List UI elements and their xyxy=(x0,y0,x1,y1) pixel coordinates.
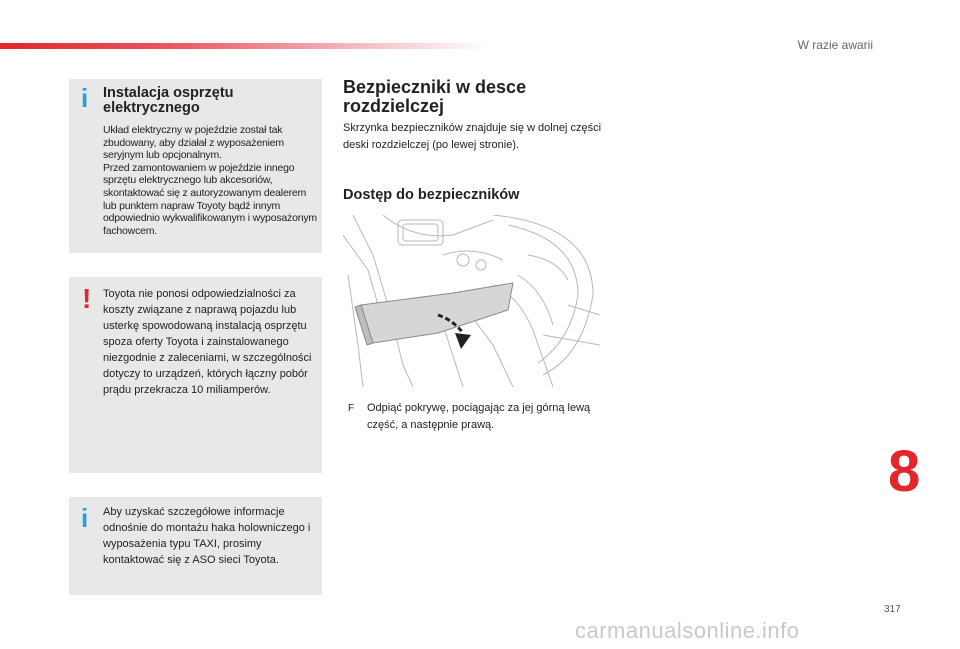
info-panel-towing xyxy=(69,497,322,595)
info-panel-installation xyxy=(69,79,322,253)
fuse-box-illustration xyxy=(343,215,600,387)
panel-body xyxy=(103,124,319,237)
header-accent-bar xyxy=(0,43,490,49)
page-number: 317 xyxy=(884,604,901,615)
dashboard-drawing xyxy=(343,215,600,387)
intro-text: Skrzynka bezpieczników znajduje się w dolnej części deski rozdzielczej (po lewej stronie). xyxy=(343,122,602,151)
info-icon: i xyxy=(81,83,89,113)
warning-panel xyxy=(69,277,322,473)
panel-paragraph: Przed zamontowaniem w pojeździe innego sprzętu elektrycznego lub akcesoriów, skontaktować się z autoryzowanym dealerem lub punktem napraw Toyoty bądź innym odpowiednio wykwalifikowanym i wyposażonym fachowcem. xyxy=(103,161,317,237)
step-marker: F xyxy=(348,403,355,414)
panel-paragraph: Układ elektryczny w pojeździe został tak zbudowany, aby działał z wyposażeniem seryjnym lub opcjonalnym. xyxy=(103,124,284,162)
page-title: Bezpieczniki w desce rozdzielczej xyxy=(343,77,527,116)
warning-icon: ! xyxy=(82,283,92,314)
section-title: W razie awarii xyxy=(797,38,873,52)
panel-body: Aby uzyskać szczegółowe informacje odnośnie do montażu haka holowniczego i wyposażenia typu TAXI, prosimy kontaktować się z ASO sieci Toyota. xyxy=(103,506,311,566)
panel-title: Instalacja osprzętu elektrycznego xyxy=(103,85,234,116)
chapter-number: 8 xyxy=(888,439,921,504)
section-subtitle: Dostęp do bezpieczników xyxy=(343,187,520,203)
step-text: Odpiąć pokrywę, pociągając za jej górną lewą część, a następnie prawą. xyxy=(367,402,591,431)
watermark: carmanualsonline.info xyxy=(575,618,800,643)
panel-body: Toyota nie ponosi odpowiedzialności za koszty związane z naprawą pojazdu lub usterkę spowodowaną instalacją osprzętu spoza oferty Toyota i zainstalowanego niezgodnie z zaleceniami, w szczególności dotyczy to urządzeń, których łączny pobór prądu przekracza 10 miliamperów. xyxy=(103,288,312,396)
info-icon: i xyxy=(81,503,89,533)
